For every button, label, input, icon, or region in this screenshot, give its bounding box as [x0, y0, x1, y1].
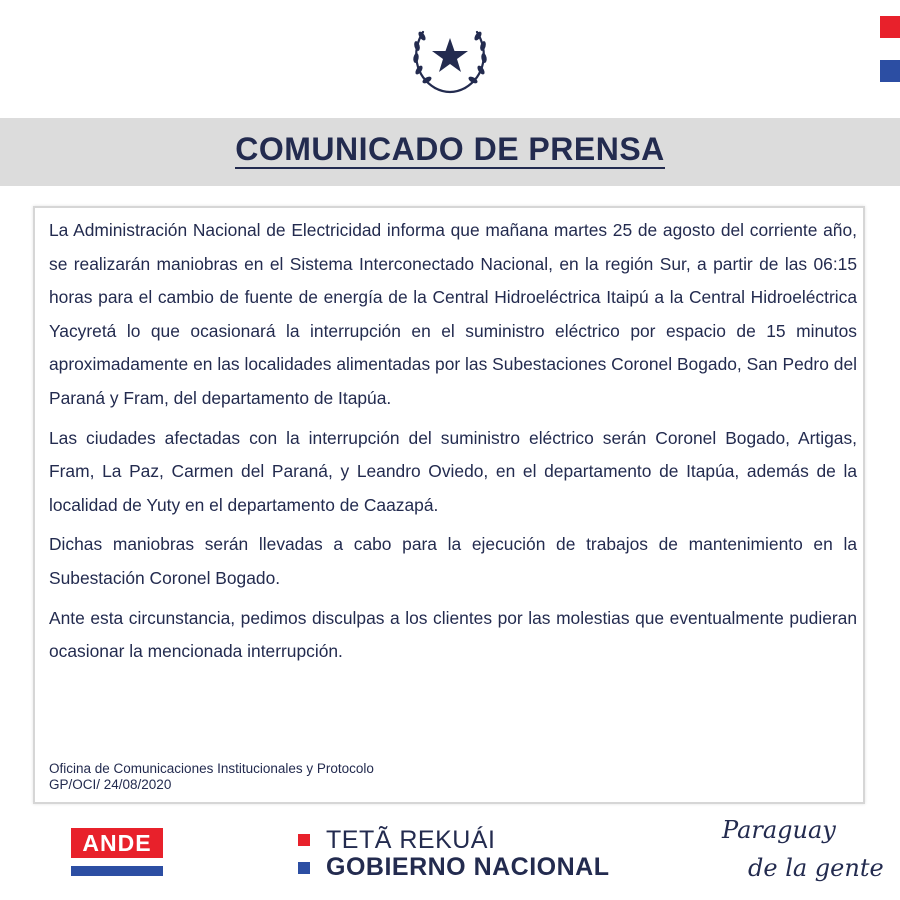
paraguay-de-la-gente-logo [718, 810, 884, 890]
slogan-line2: de la gente [748, 854, 884, 882]
signature-reference: GP/OCI/ 24/08/2020 [49, 777, 172, 792]
national-seal-icon [405, 14, 495, 98]
paragraph-4: Ante esta circunstancia, pedimos disculpas a los clientes por las molestias que eventualmente pudieran ocasionar la mencionada interrupción. [49, 607, 857, 662]
signature-office: Oficina de Comunicaciones Institucionales y Protocolo [49, 761, 374, 776]
paragraph-3: Dichas maniobras serán llevadas a cabo para la ejecución de trabajos de mantenimiento en la Subestación Coronel Bogado. [49, 534, 857, 588]
ande-logo-bar [71, 866, 163, 876]
flag-red-stripe [880, 16, 900, 38]
gov-logo-line2: GOBIERNO NACIONAL [326, 853, 610, 881]
gobierno-nacional-logo [298, 826, 628, 882]
press-release-card [33, 206, 865, 804]
paragraph-1: La Administración Nacional de Electricidad informa que mañana martes 25 de agosto del corriente año, se realizarán maniobras en el Sistema Interconectado Nacional, en la región Sur, a partir de las 06:15 horas para el cambio de fuente de energía de la Central Hidroeléctrica Itaipú a la Central Hidroeléctrica Yacyretá lo que ocasionará la interrupción en el suministro eléctrico por espacio de 15 minutos aproximadamente en las localidades alimentadas por las Subestaciones Coronel Bogado, San Pedro del Paraná y Fram, del departamento de Itapúa. [49, 220, 857, 408]
flag-blue-stripe [880, 60, 900, 82]
page-title: COMUNICADO DE PRENSA [235, 131, 665, 167]
paragraph-2: Las ciudades afectadas con la interrupción del suministro eléctrico serán Coronel Bogado, Artigas, Fram, La Paz, Carmen del Paraná, y Leandro Oviedo, en el departamento de Itapúa, además de la localidad de Yuty en el departamento de Caazapá. [49, 427, 857, 515]
ande-logo-text: ANDE [71, 828, 163, 858]
press-release-body [49, 214, 857, 675]
gov-logo-line1: TETÃ REKUÁI [326, 826, 496, 854]
signature [49, 761, 374, 793]
gov-blue-square-icon [298, 862, 310, 874]
gov-red-square-icon [298, 834, 310, 846]
ande-logo [71, 828, 163, 878]
slogan-line1: Paraguay [722, 816, 836, 844]
